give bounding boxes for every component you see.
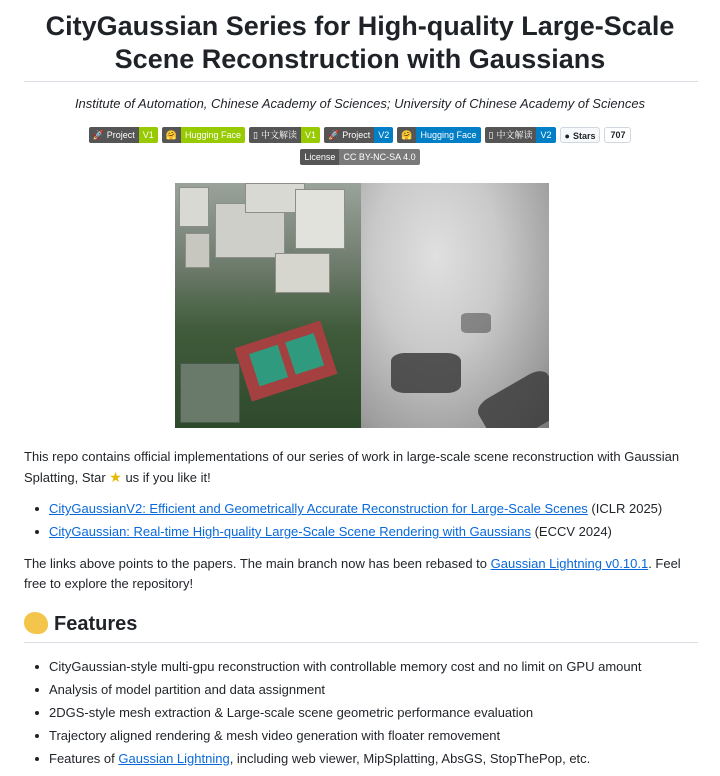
- badge-hugging-face-v2[interactable]: 🤗 Hugging Face: [397, 127, 480, 143]
- badge-project-v2[interactable]: 🚀 Project V2: [324, 127, 393, 143]
- hero-image: [175, 183, 549, 428]
- paper-link-v2[interactable]: CityGaussianV2: Efficient and Geometrically Accurate Reconstruction for Large-Scale Scenes: [49, 501, 588, 516]
- intro-paragraph: This repo contains official implementations of our series of work in large-scale scene reconstruction with Gaussian Splatting, Star ★ us if you like it!: [24, 449, 680, 485]
- list-item: CityGaussianV2: Efficient and Geometrically Accurate Reconstruction for Large-Scale Scenes (ICLR 2025): [24, 499, 700, 519]
- hugging-face-icon: 🤗: [165, 130, 177, 140]
- badge-project-v1[interactable]: 🚀 Project V1: [89, 127, 158, 143]
- badge-row-license: [20, 149, 700, 165]
- list-item: Analysis of model partition and data assignment: [24, 680, 700, 700]
- affiliation-text: Institute of Automation, Chinese Academy of Sciences; University of Chinese Academy of Sciences: [74, 96, 646, 111]
- rendered-scene-view: [175, 183, 361, 428]
- features-list: [24, 657, 700, 772]
- badge-chinese-v1[interactable]: ▯ 中文解读 V1: [249, 127, 320, 143]
- badge-row: [20, 127, 700, 143]
- badge-hugging-face-v1[interactable]: 🤗 Hugging Face: [162, 127, 245, 143]
- github-stars-count[interactable]: 707: [604, 127, 631, 143]
- document-icon: ▯: [253, 130, 258, 140]
- gaussian-lightning-version-link[interactable]: Gaussian Lightning v0.10.1: [490, 556, 649, 571]
- list-item: 2DGS-style mesh extraction & Large-scale scene geometric performance evaluation: [24, 703, 700, 723]
- gaussian-lightning-link[interactable]: Gaussian Lightning: [118, 751, 230, 766]
- github-icon: ●: [564, 131, 570, 141]
- paper-link-v1[interactable]: CityGaussian: Real-time High-quality Large-Scale Scene Rendering with Gaussians: [49, 524, 531, 539]
- mesh-scene-view: [361, 183, 549, 428]
- links-note-paragraph: The links above points to the papers. The main branch now has been rebased to Gaussian Lightning v0.10.1. Feel free to explore the repository!: [24, 556, 681, 591]
- badge-chinese-v2[interactable]: ▯ 中文解读 V2: [485, 127, 556, 143]
- page-title: CityGaussian Series for High-quality Large-Scale Scene Reconstruction with Gaussians: [45, 11, 675, 74]
- rocket-icon: 🚀: [328, 130, 340, 140]
- rocket-icon: 🚀: [92, 130, 104, 140]
- list-item: Features of Gaussian Lightning, including web viewer, MipSplatting, AbsGS, StopThePop, etc.: [24, 749, 700, 769]
- badge-license[interactable]: License CC BY-NC-SA 4.0: [300, 149, 419, 165]
- star-icon: ★: [109, 469, 122, 485]
- title-divider: [24, 81, 698, 82]
- github-stars-button[interactable]: ● Stars: [560, 127, 601, 143]
- list-item: CityGaussian-style multi-gpu reconstruction with controllable memory cost and no limit on GPU amount: [24, 657, 700, 677]
- hugging-face-icon: 🤗: [401, 130, 413, 140]
- features-divider: [24, 642, 698, 643]
- list-item: CityGaussian: Real-time High-quality Large-Scale Scene Rendering with Gaussians (ECCV 2024): [24, 522, 700, 542]
- document-icon: ▯: [488, 130, 494, 140]
- papers-list: [24, 499, 700, 545]
- clapping-hands-icon: [24, 612, 48, 634]
- features-heading: Features: [24, 612, 137, 636]
- list-item: Trajectory aligned rendering & mesh video generation with floater removement: [24, 726, 700, 746]
